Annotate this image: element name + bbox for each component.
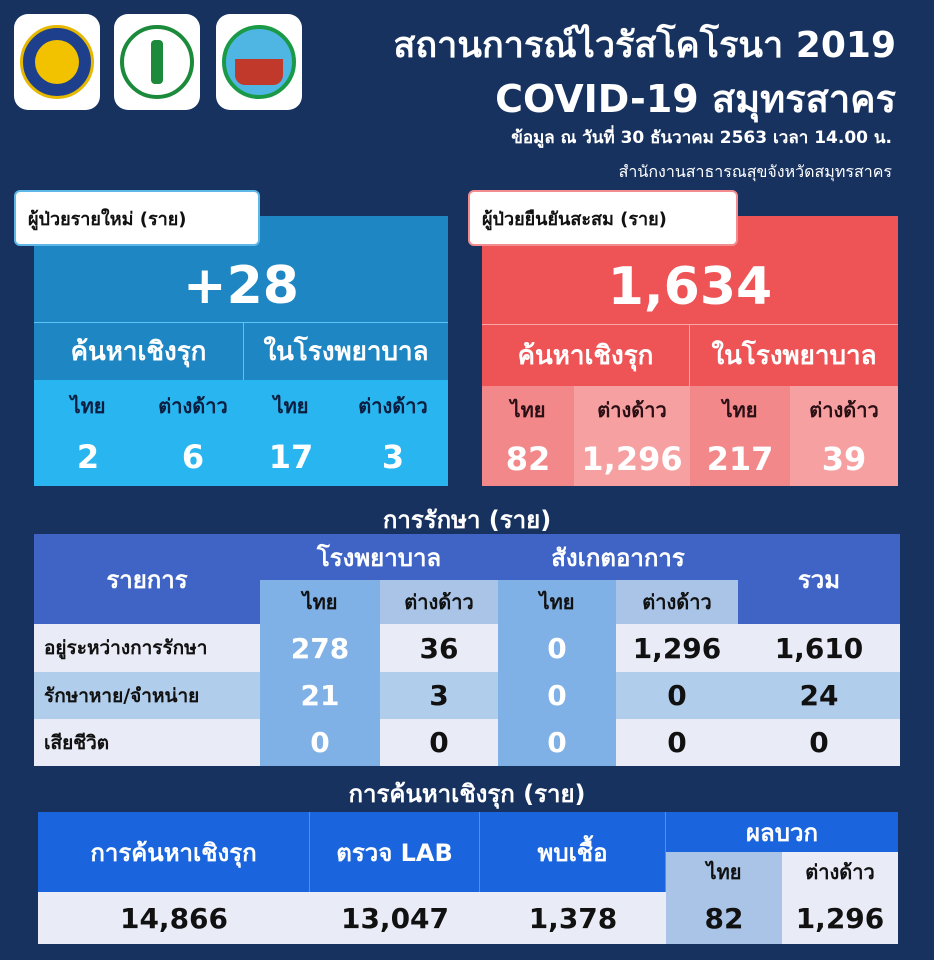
cumulative-hospital-header: ในโรงพยาบาล [690,324,898,386]
table-cell: 36 [380,624,498,672]
col-item-header: รายการ [34,534,260,624]
new-cases-label: ผู้ป่วยรายใหม่ (ราย) [14,190,260,246]
col-foreign-header: ต่างด้าว [616,580,738,624]
col-observation-header: สังเกตอาการ [498,534,738,580]
table-cell-total: 0 [738,719,900,766]
page-title: สถานการณ์ไวรัสโคโรนา 2019 [393,25,896,66]
cumulative-active-foreign: 1,296 [581,440,683,478]
table-cell: 0 [260,719,380,766]
col-total-header: รวม [738,534,900,624]
new-cases-active-thai: 2 [76,438,100,476]
new-cases-active-thai-cell [34,380,142,486]
treatment-title: การรักษา (ราย) [382,506,552,534]
data-date: ข้อมูล ณ วันที่ 30 ธันวาคม 2563 เวลา 14.00 น. [511,128,892,148]
cumulative-active-thai: 82 [505,440,551,478]
table-cell: 3 [380,672,498,719]
active-search-title: การค้นหาเชิงรุก (ราย) [348,780,586,808]
positive-thai-value: 82 [666,892,782,944]
col-thai-label: ไทย [722,398,758,422]
samut-sakhon-province-logo [216,14,302,110]
new-cases-active-foreign: 6 [181,438,205,476]
search-value: 14,866 [38,892,310,944]
col-thai-label: ไทย [70,394,106,418]
table-row-label: รักษาหาย/จำหน่าย [34,672,260,719]
treatment-table [34,534,900,766]
col-hospital-header: โรงพยาบาล [260,534,498,580]
col-foreign-label: ต่างด้าว [597,398,667,422]
col-foreign-label: ต่างด้าว [809,398,879,422]
page-subtitle: COVID-19 สมุทรสาคร [495,77,896,121]
table-cell: 0 [616,672,738,719]
new-cases-hospital-foreign-cell [338,380,448,486]
table-row-label: เสียชีวิต [34,719,260,766]
table-row-label: อยู่ระหว่างการรักษา [34,624,260,672]
table-cell-total: 24 [738,672,900,719]
new-cases-total: +28 [183,256,299,316]
col-thai-label: ไทย [510,398,546,422]
col-thai-label: ไทย [273,394,309,418]
cumulative-label: ผู้ป่วยยืนยันสะสม (ราย) [468,190,738,246]
cumulative-hospital-foreign: 39 [821,440,867,478]
positive-foreign-value: 1,296 [782,892,898,944]
active-search-table [38,812,898,944]
new-cases-hospital-header: ในโรงพยาบาล [244,322,448,380]
cumulative-hospital-thai-cell [690,386,790,486]
table-cell: 0 [616,719,738,766]
new-cases-hospital-thai: 17 [268,438,314,476]
cumulative-active-thai-cell [482,386,574,486]
table-cell: 0 [498,672,616,719]
cumulative-active-header: ค้นหาเชิงรุก [482,324,690,386]
ministry-of-public-health-logo [114,14,200,110]
col-thai-header: ไทย [260,580,380,624]
new-cases-hospital-thai-cell [244,380,338,486]
cumulative-hospital-foreign-cell [790,386,898,486]
cumulative-hospital-thai: 217 [706,440,774,478]
cumulative-active-foreign-cell [574,386,690,486]
col-positive-header: ผลบวก [666,812,898,852]
cumulative-total: 1,634 [607,257,773,317]
source-agency: สำนักงานสาธารณสุขจังหวัดสมุทรสาคร [618,162,892,181]
col-found-header: พบเชื้อ [480,812,666,892]
new-cases-active-header: ค้นหาเชิงรุก [34,322,244,380]
table-cell: 0 [498,624,616,672]
col-foreign-header: ต่างด้าว [782,852,898,892]
table-cell: 1,296 [616,624,738,672]
lab-value: 13,047 [310,892,480,944]
provincial-seal-logo [14,14,100,110]
col-thai-header: ไทย [666,852,782,892]
col-foreign-label: ต่างด้าว [158,394,228,418]
table-cell: 21 [260,672,380,719]
table-cell-total: 1,610 [738,624,900,672]
table-cell: 278 [260,624,380,672]
new-cases-hospital-foreign: 3 [381,438,405,476]
col-foreign-header: ต่างด้าว [380,580,498,624]
new-cases-active-foreign-cell [142,380,244,486]
col-foreign-label: ต่างด้าว [358,394,428,418]
col-search-header: การค้นหาเชิงรุก [38,812,310,892]
table-cell: 0 [498,719,616,766]
col-thai-header: ไทย [498,580,616,624]
col-lab-header: ตรวจ LAB [310,812,480,892]
table-cell: 0 [380,719,498,766]
found-value: 1,378 [480,892,666,944]
